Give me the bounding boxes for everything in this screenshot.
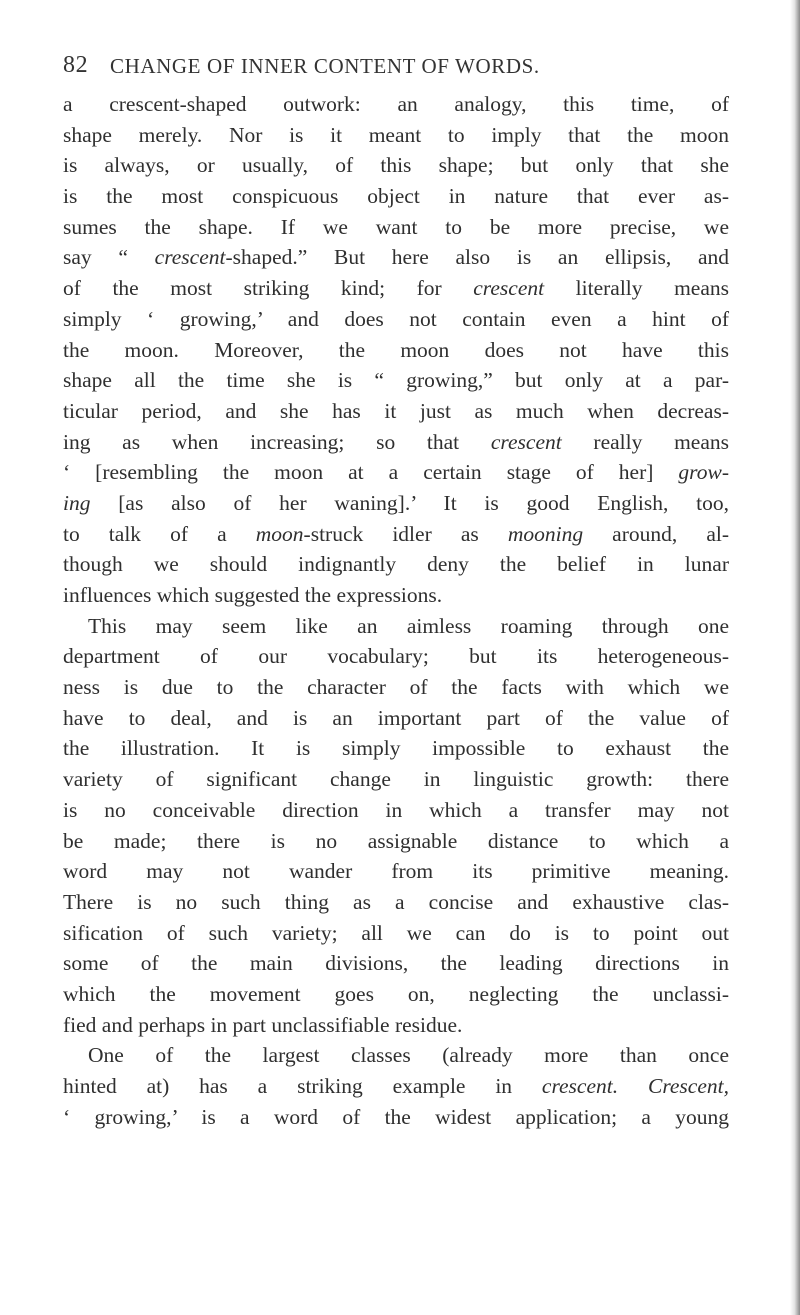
text-segment: sumes the shape. If we want to be more precise, we — [63, 214, 729, 239]
text-line — [63, 641, 729, 672]
text-segment: word may not wander from its primitive meaning. — [63, 859, 729, 884]
text-segment: of the most striking kind; for — [63, 276, 474, 301]
text-segment: be made; there is no assignable distance to which a — [63, 828, 729, 853]
text-segment: ticular period, and she has it just as much when decreas- — [63, 398, 729, 423]
text-line — [63, 549, 729, 580]
text-segment: a crescent-shaped outwork: an analogy, this time, of — [63, 92, 729, 116]
text-line — [63, 918, 729, 949]
text-line — [63, 1010, 729, 1041]
text-line — [63, 427, 729, 458]
text-line — [63, 887, 729, 918]
italic-text: moon — [255, 521, 304, 546]
text-segment: variety of significant change in linguistic growth: there — [63, 767, 729, 792]
italic-text: ing — [63, 490, 91, 515]
text-line — [63, 733, 729, 764]
text-segment: is the most conspicuous object in nature that ever as- — [63, 184, 729, 209]
text-segment: -struck idler as — [303, 521, 508, 546]
running-title: CHANGE OF INNER CONTENT OF WORDS. — [110, 54, 540, 78]
text-line — [63, 580, 729, 611]
italic-text: crescent — [154, 245, 226, 270]
italic-text: mooning — [507, 521, 584, 546]
italic-text: crescent — [473, 276, 545, 301]
text-segment: around, al- — [583, 521, 730, 546]
text-segment: though we should indignantly deny the belief in lunar — [63, 552, 729, 577]
text-segment: literally means — [544, 276, 729, 301]
text-line — [63, 979, 729, 1010]
text-line — [63, 764, 729, 795]
italic-text: crescent. Crescent, — [541, 1074, 729, 1098]
text-line — [63, 335, 729, 366]
text-line — [63, 212, 729, 243]
text-segment: influences which suggested the expressions. — [63, 583, 443, 607]
text-segment: to talk of a — [63, 521, 256, 546]
text-line — [63, 181, 729, 212]
text-line — [63, 1040, 729, 1071]
text-segment: sification of such variety; all we can do is to point out — [63, 920, 729, 945]
text-line — [63, 304, 729, 335]
text-segment: ing as when increasing; so that — [63, 429, 491, 454]
italic-text: crescent — [490, 429, 562, 454]
text-segment: One of the largest classes (already more than once — [88, 1043, 729, 1068]
text-segment: There is no such thing as a concise and exhaustive clas- — [63, 889, 729, 914]
text-line — [63, 273, 729, 304]
text-segment: the moon. Moreover, the moon does not have this — [63, 337, 729, 362]
text-line — [63, 519, 729, 550]
text-segment: have to deal, and is an important part of the value of — [63, 705, 729, 730]
text-segment: This may seem like an aimless roaming through one — [88, 613, 729, 638]
text-segment: which the movement goes on, neglecting the unclassi- — [63, 981, 729, 1006]
text-line — [63, 365, 729, 396]
page-edge-shadow — [790, 0, 800, 1315]
text-segment: is no conceivable direction in which a transfer may not — [63, 797, 729, 822]
text-line — [63, 948, 729, 979]
text-line — [63, 795, 729, 826]
text-segment: shape all the time she is “ growing,” but only at a par- — [63, 368, 729, 393]
text-line — [63, 672, 729, 703]
text-line — [63, 120, 729, 151]
text-line — [63, 703, 729, 734]
text-line — [63, 488, 729, 519]
text-segment: the illustration. It is simply impossible to exhaust the — [63, 736, 729, 761]
text-line — [63, 242, 729, 273]
text-segment: ness is due to the character of the facts with which we — [63, 675, 729, 700]
text-line — [63, 457, 729, 488]
text-segment: some of the main divisions, the leading directions in — [63, 951, 729, 976]
body-text — [63, 89, 729, 1132]
text-segment: shape merely. Nor is it meant to imply that the moon — [63, 122, 729, 147]
text-line — [63, 150, 729, 181]
text-segment: is always, or usually, of this shape; but only that she — [63, 153, 729, 178]
text-segment: hinted at) has a striking example in — [63, 1074, 542, 1098]
text-segment: simply ‘ growing,’ and does not contain even a hint of — [63, 306, 729, 331]
text-segment: fied and perhaps in part unclassifiable residue. — [63, 1012, 463, 1037]
text-segment: ‘ [resembling the moon at a certain stage of her] — [63, 460, 679, 485]
text-line — [63, 396, 729, 427]
text-line — [63, 89, 729, 120]
page-number: 82 — [63, 52, 89, 78]
text-line — [63, 826, 729, 857]
text-line — [63, 856, 729, 887]
text-segment: ‘ growing,’ is a word of the widest application; a young — [63, 1104, 729, 1129]
text-segment: department of our vocabulary; but its heterogeneous- — [63, 644, 729, 669]
text-segment: [as also of her waning].’ It is good English, too, — [90, 490, 729, 515]
text-line — [63, 1102, 729, 1133]
text-segment: really means — [561, 429, 729, 454]
running-head — [63, 52, 723, 92]
italic-text: grow- — [678, 460, 729, 485]
text-line — [63, 1071, 729, 1102]
text-segment: -shaped.” But here also is an ellipsis, and — [225, 245, 729, 270]
text-line — [63, 611, 729, 642]
text-segment: say “ — [63, 245, 155, 270]
